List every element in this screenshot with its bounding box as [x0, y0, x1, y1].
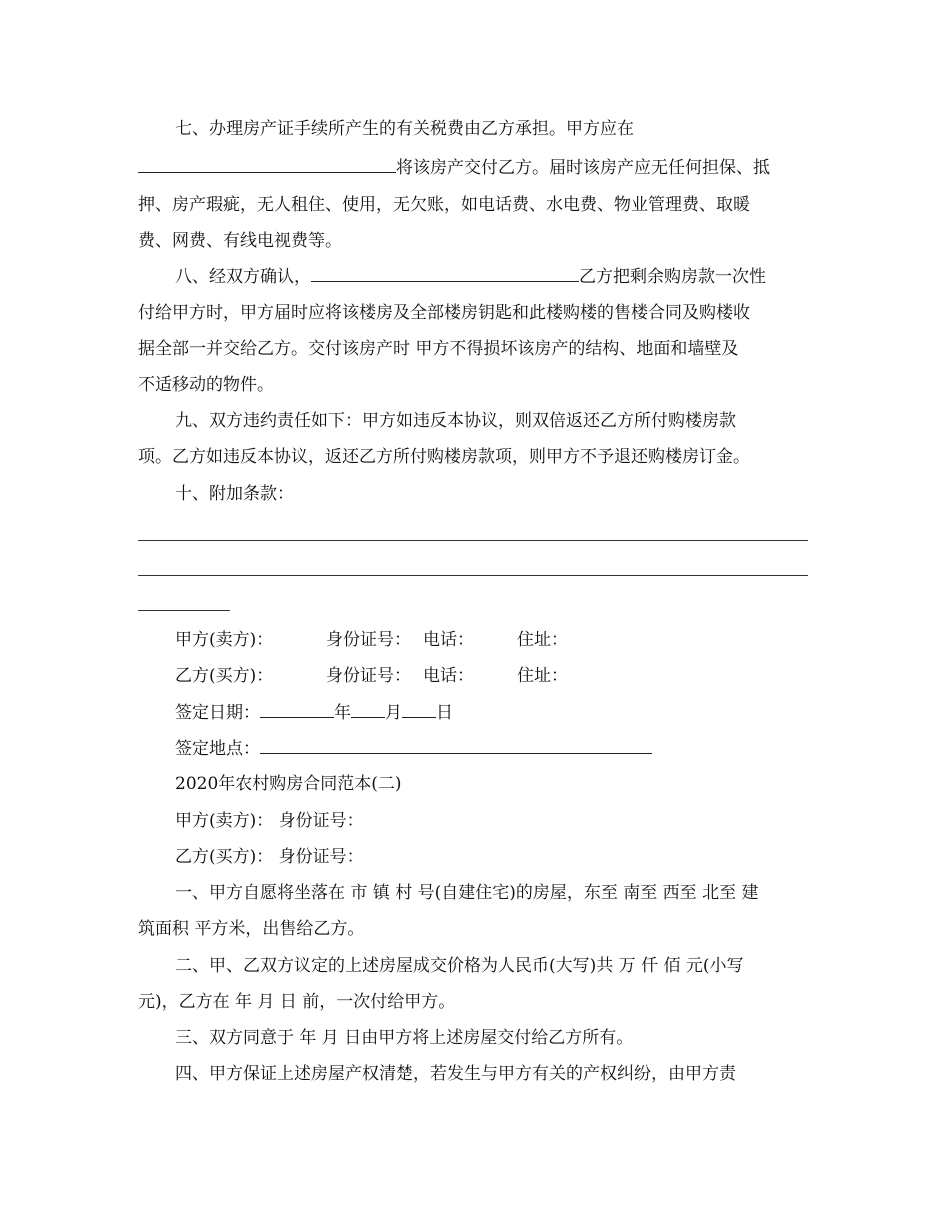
blank-confirmation[interactable] — [311, 267, 579, 282]
clause7-line2-wrap — [138, 157, 770, 179]
template2-party-a: 甲方(卖方)： 身份证号： — [175, 811, 364, 831]
month-label: 月 — [385, 703, 402, 723]
template2-clause2-line2: 元)，乙方在 年 月 日 前，一次付给甲方。 — [138, 992, 456, 1012]
clause8-line4: 不适移动的物件。 — [138, 375, 274, 395]
clause8-line3: 据全部一并交给乙方。交付该房产时 甲方不得损坏该房产的结构、地面和墙壁及 — [138, 339, 739, 359]
party-a-phone-label: 电话： — [423, 630, 474, 650]
blank-place[interactable] — [260, 739, 652, 754]
party-a-id-label: 身份证号： — [326, 630, 411, 650]
signing-date-row — [175, 702, 453, 724]
party-a-address-label: 住址： — [517, 630, 568, 650]
clause7-line2: 将该房产交付乙方。届时该房产应无任何担保、抵 — [396, 158, 770, 178]
party-b-phone-label: 电话： — [423, 666, 474, 686]
day-label: 日 — [436, 703, 453, 723]
blank-year[interactable] — [260, 703, 334, 718]
template2-clause3-line1: 三、双方同意于 年 月 日由甲方将上述房屋交付给乙方所有。 — [175, 1028, 634, 1048]
clause9-line1: 九、双方违约责任如下：甲方如违反本协议，则双倍返还乙方所付购楼房款 — [175, 411, 736, 431]
clause7-line3: 押、房产瑕疵，无人租住、使用，无欠账，如电话费、水电费、物业管理费、取暖 — [138, 195, 750, 215]
party-a-label: 甲方(卖方)： — [175, 630, 274, 650]
template2-clause1-line2: 筑面积 平方米，出售给乙方。 — [138, 919, 365, 939]
clause10-line1: 十、附加条款： — [175, 484, 294, 504]
signing-place-label: 签定地点： — [175, 739, 260, 759]
clause8-line2: 付给甲方时，甲方届时应将该楼房及全部楼房钥匙和此楼购楼的售楼合同及购楼收 — [138, 303, 750, 323]
additional-terms-line-2[interactable] — [138, 575, 808, 576]
party-b-address-label: 住址： — [517, 666, 568, 686]
signing-place-row — [175, 738, 652, 760]
template2-clause4-line1: 四、甲方保证上述房屋产权清楚，若发生与甲方有关的产权纠纷，由甲方责 — [175, 1064, 736, 1084]
clause7-line1: 七、办理房产证手续所产生的有关税费由乙方承担。甲方应在 — [175, 119, 634, 139]
clause8-line1b: 乙方把剩余购房款一次性 — [579, 267, 766, 287]
blank-delivery-date[interactable] — [138, 158, 396, 173]
template2-party-b: 乙方(买方)： 身份证号： — [175, 847, 364, 867]
party-b-label: 乙方(买方)： — [175, 666, 274, 686]
blank-day[interactable] — [402, 703, 436, 718]
clause9-line2: 项。乙方如违反本协议，返还乙方所付购楼房款项，则甲方不予退还购楼房订金。 — [138, 447, 750, 467]
clause8-line1a: 八、经双方确认， — [175, 267, 311, 287]
clause8-line1-wrap — [175, 266, 766, 288]
template2-title: 2020年农村购房合同范本(二) — [175, 774, 402, 794]
signing-date-label: 签定日期： — [175, 703, 260, 723]
party-b-id-label: 身份证号： — [326, 666, 411, 686]
clause7-line4: 费、网费、有线电视费等。 — [138, 231, 342, 251]
blank-month[interactable] — [351, 703, 385, 718]
template2-clause2-line1: 二、甲、乙双方议定的上述房屋成交价格为人民币(大写)共 万 仟 佰 元(小写 — [175, 956, 744, 976]
year-label: 年 — [334, 703, 351, 723]
additional-terms-line-1[interactable] — [138, 540, 808, 541]
additional-terms-line-3[interactable] — [138, 610, 230, 611]
template2-clause1-line1: 一、甲方自愿将坐落在 市 镇 村 号(自建住宅)的房屋，东至 南至 西至 北至 建 — [175, 883, 759, 903]
